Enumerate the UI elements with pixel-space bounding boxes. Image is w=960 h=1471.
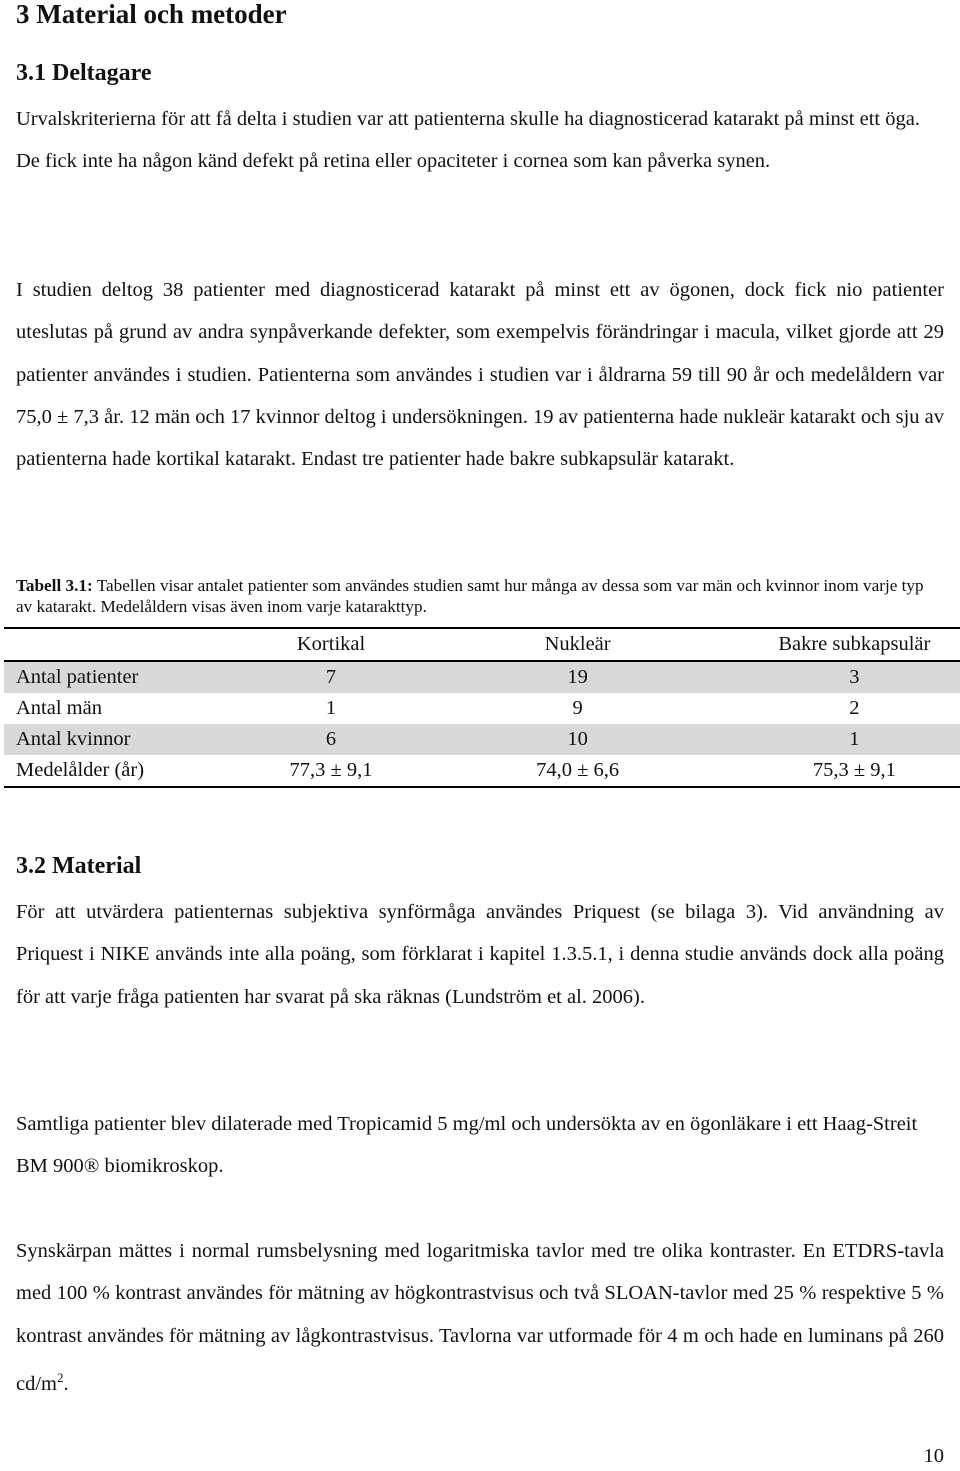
section-3-2-paragraph-3-block (16, 1230, 944, 1405)
table-header-cell (4, 628, 256, 661)
section-3-1 (16, 58, 944, 88)
table-caption (16, 575, 944, 617)
table-row (4, 661, 960, 693)
table-caption-label: Tabell 3.1: (16, 576, 93, 595)
table-header-cell: Kortikal (256, 628, 407, 661)
section-3-2-paragraph-1-block (16, 891, 944, 1018)
section-3-2-paragraph-2: Samtliga patienter blev dilaterade med Tropicamid 5 mg/ml och undersökta av en ögonläkare i ett Haag-Streit BM 900® biomikroskop. (16, 1113, 918, 1178)
data-table-block (16, 627, 944, 788)
section-heading-3-2: 3.2 Material (16, 853, 142, 879)
table-cell: 77,3 ± 9,1 (256, 755, 407, 787)
section-3-1-paragraph-1: Urvalskriterierna för att få delta i studien var att patienterna skulle ha diagnosticerad katarakt på minst ett öga. De fick inte ha någon känd defekt på retina eller opaciteter i cornea som kan påverka synen. (16, 108, 920, 173)
table-header-cell: Bakre subkapsulär (749, 628, 960, 661)
table-caption-text: Tabellen visar antalet patienter som användes studien samt hur många av dessa som var män och kvinnor inom varje typ av katarakt. Medelåldern visas även inom varje katarakttyp. (16, 576, 924, 616)
chapter-heading: 3 Material och metoder (16, 0, 287, 29)
table-cell: 3 (749, 661, 960, 693)
table-header-row (4, 628, 960, 661)
table-cell: 9 (572, 697, 583, 719)
data-table (4, 627, 960, 788)
row-label: Antal män (16, 697, 102, 719)
table-cell: 10 (407, 724, 749, 755)
table-row (4, 755, 960, 787)
superscript: 2 (57, 1369, 64, 1385)
paragraph-3-text: Synskärpan mättes i normal rumsbelysning med logaritmiska tavlor med tre olika kontraster. En ETDRS-tavla med 100 % kontrast användes för mätning av högkontrastvisus och två SLOAN-tavlor med 25 % respektive 5 % kontrast användes för mätning av lågkontrastvisus. Tavlorna var utformade för 4 m och hade en luminans på 260 cd/m (16, 1240, 944, 1395)
section-3-2 (16, 851, 944, 881)
section-heading-3-1: 3.1 Deltagare (16, 60, 152, 86)
row-label: Medelålder (år) (4, 755, 256, 787)
table-cell: 1 (325, 697, 337, 719)
table-cell: 1 (749, 724, 960, 755)
page-number: 10 (923, 1445, 944, 1467)
table-header-cell: Nukleär (407, 628, 749, 661)
section-3-1-paragraph-2: I studien deltog 38 patienter med diagnosticerad katarakt på minst ett av ögonen, dock fick nio patienter uteslutas på grund av andra synpåverkande defekter, som exempelvis förändringar i macula, vilket gjorde att 29 patienter användes i studien. Patienterna som användes i studien var i åldrarna 59 till 90 år och medelåldern var 75,0 ± 7,3 år. 12 män och 17 kvinnor deltog i undersökningen. 19 av patienterna hade nukleär katarakt och sju av patienterna hade kortikal katarakt. Endast tre patienter hade bakre subkapsulär katarakt. (16, 279, 944, 471)
section-3-2-paragraph-3 (16, 1230, 944, 1405)
paragraph-3-end: . (63, 1372, 69, 1395)
row-label: Antal patienter (4, 661, 256, 693)
section-3-1-paragraph-1-block (16, 98, 944, 183)
table-row (4, 724, 960, 755)
table-cell: 19 (407, 661, 749, 693)
table-row (4, 693, 960, 724)
section-3-1-paragraph-2-block (16, 269, 944, 480)
table-cell: 74,0 ± 6,6 (407, 755, 749, 787)
table-cell: 75,3 ± 9,1 (749, 755, 960, 787)
table-cell: 6 (256, 724, 407, 755)
table-cell: 2 (849, 697, 860, 719)
section-3-2-paragraph-1: För att utvärdera patienternas subjektiva synförmåga användes Priquest (se bilaga 3). Vid användning av Priquest i NIKE används inte alla poäng, som förklarat i kapitel 1.3.5.1, i denna studie används dock alla poäng för att varje fråga patienten har svarat på ska räknas (Lundström et al. 2006). (16, 901, 944, 1008)
table-cell: 7 (256, 661, 407, 693)
section-3-2-paragraph-2-block (16, 1103, 944, 1188)
row-label: Antal kvinnor (4, 724, 256, 755)
